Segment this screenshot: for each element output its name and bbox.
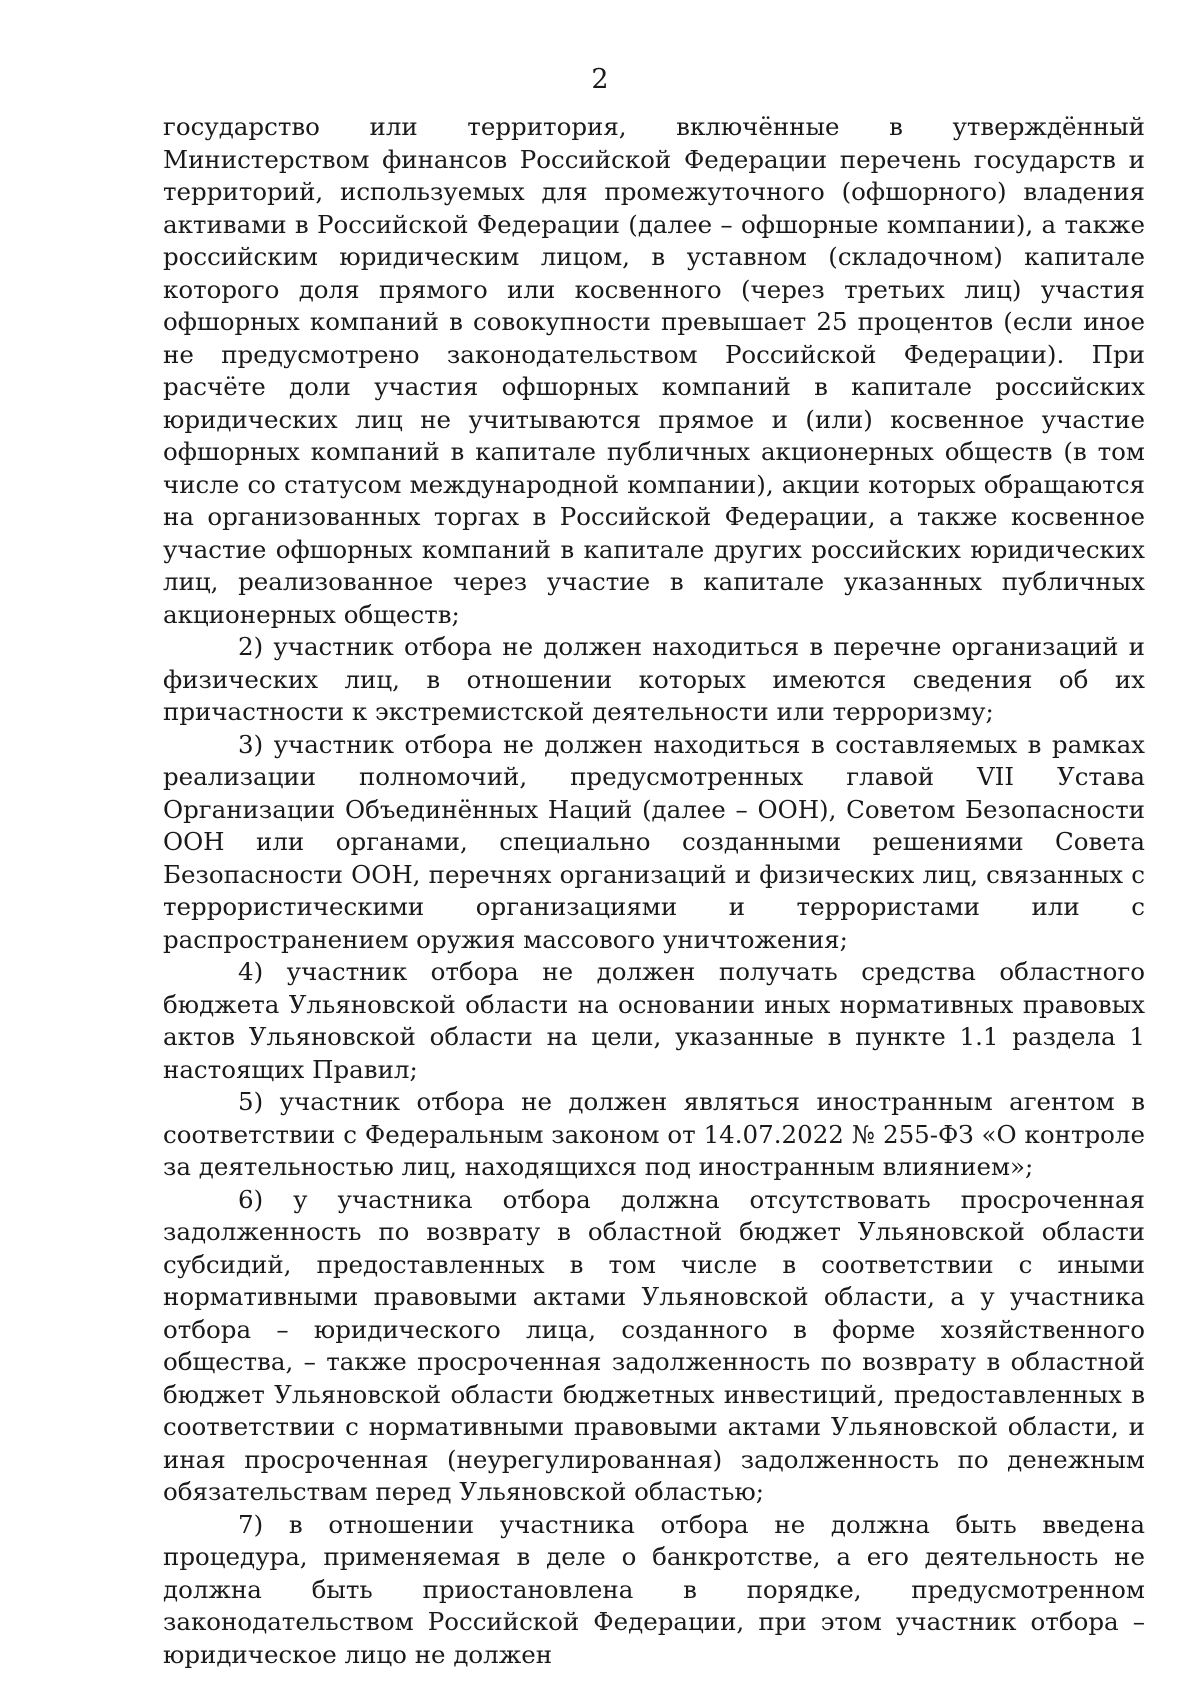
- paragraph-item-5: 5) участник отбора не должен являться иностранным агентом в соответствии с Федеральным законом от 14.07.2022 № 255-ФЗ «О контроле за деятельностью лиц, находящихся под иностранным влиянием»;: [163, 1087, 1145, 1181]
- paragraph-item-7: 7) в отношении участника отбора не должна быть введена процедура, применяемая в деле о банкротстве, а его деятельность не должна быть приостановлена в порядке, предусмотренном законодательством Российской Федерации, при этом участник отбора – юридическое лицо не должен: [163, 1509, 1145, 1669]
- paragraph-item-6: 6) у участника отбора должна отсутствовать просроченная задолженность по возврату в областной бюджет Ульяновской области субсидий, предоставленных в том числе в соответствии с иными нормативными правовыми актами Ульяновской области, а у участника отбора – юридического лица, созданного в форме хозяйственного общества, – также просроченная задолженность по возврату в областной бюджет Ульяновской области бюджетных инвестиций, предоставленных в соответствии с нормативными правовыми актами Ульяновской области, и иная просроченная (неурегулированная) задолженность по денежным обязательствам перед Ульяновской областью;: [163, 1184, 1145, 1506]
- paragraph-item-4: 4) участник отбора не должен получать средства областного бюджета Ульяновской области на основании иных нормативных правовых актов Ульяновской области на цели, указанные в пункте 1.1 раздела 1 настоящих Правил;: [163, 957, 1145, 1084]
- page-number: 2: [591, 64, 609, 95]
- document-body: [163, 111, 1145, 1671]
- paragraph-item-2: 2) участник отбора не должен находиться в перечне организаций и физических лиц, в отношении которых имеются сведения об их причастности к экстремистской деятельности или терроризму;: [163, 632, 1145, 726]
- paragraph-continuation: государство или территория, включённые в утверждённый Министерством финансов Российской Федерации перечень государств и территорий, используемых для промежуточного (офшорного) владения активами в Российской Федерации (далее – офшорные компании), а также российским юридическим лицом, в уставном (складочном) капитале которого доля прямого или косвенного (через третьих лиц) участия офшорных компаний в совокупности превышает 25 процентов (если иное не предусмотрено законодательством Российской Федерации). При расчёте доли участия офшорных компаний в капитале российских юридических лиц не учитываются прямое и (или) косвенное участие офшорных компаний в капитале публичных акционерных обществ (в том числе со статусом международной компании), акции которых обращаются на организованных торгах в Российской Федерации, а также косвенное участие офшорных компаний в капитале других российских юридических лиц, реализованное через участие в капитале указанных публичных акционерных обществ;: [163, 112, 1145, 629]
- paragraph-item-3: 3) участник отбора не должен находиться в составляемых в рамках реализации полномочий, предусмотренных главой VII Устава Организации Объединённых Наций (далее – ООН), Советом Безопасности ООН или органами, специально созданными решениями Совета Безопасности ООН, перечнях организаций и физических лиц, связанных с террористическими организациями и террористами или с распространением оружия массового уничтожения;: [163, 729, 1145, 954]
